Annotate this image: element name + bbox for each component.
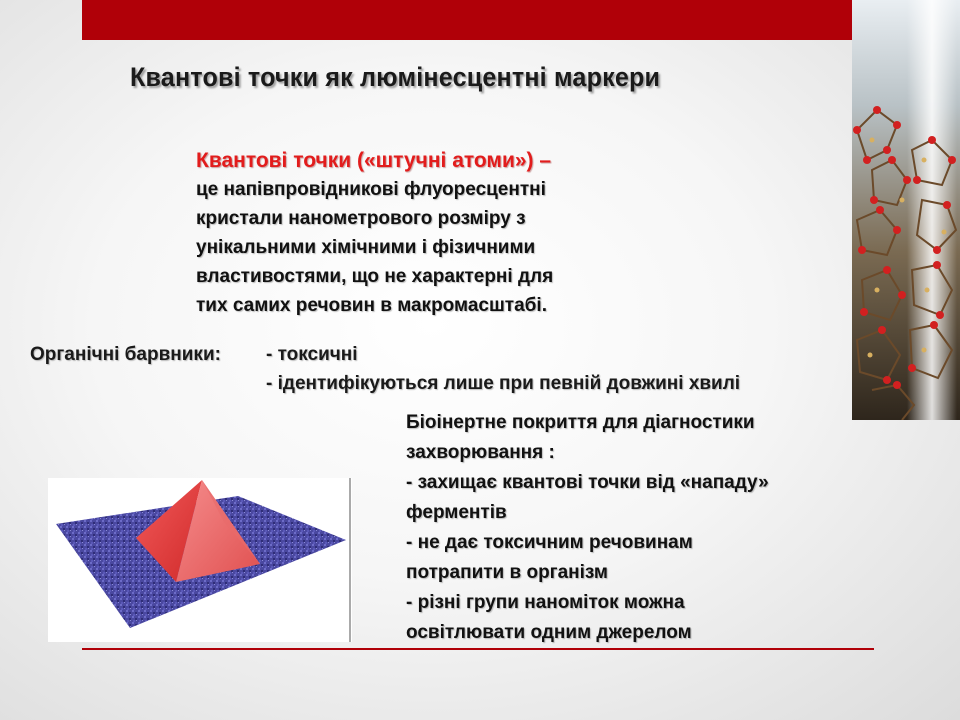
definition-line: кристали нанометрового розміру з: [196, 208, 526, 229]
molecular-structure-image: [852, 0, 960, 420]
organic-dyes-list: [266, 340, 740, 398]
coating-line: потрапити в організм: [406, 562, 608, 583]
definition-line: унікальними хімічними і фізичними: [196, 237, 536, 258]
definition-term: Квантові точки («штучні атоми») –: [196, 149, 552, 172]
bioinert-coating-block: [406, 408, 856, 648]
pyramid-diagram: [48, 478, 352, 642]
definition-line: властивостями, що не характерні для: [196, 266, 554, 287]
definition-line: це напівпровідникові флуоресцентні: [196, 179, 546, 200]
bottom-divider: [82, 648, 874, 650]
organic-dyes-label: Органічні барвники:: [30, 344, 221, 365]
organic-dyes-item: - токсичні: [266, 344, 358, 365]
coating-line: ферментів: [406, 502, 507, 523]
definition-block: [196, 146, 756, 320]
coating-line: освітлювати одним джерелом: [406, 622, 692, 643]
organic-dyes-item: - ідентифікуються лише при певній довжині хвилі: [266, 373, 741, 394]
coating-line: - різні групи наноміток можна: [406, 592, 685, 613]
top-accent-bar: [82, 0, 854, 40]
coating-line: Біоінертне покриття для діагностики: [406, 412, 755, 433]
page-title: Квантові точки як люмінесцентні маркери: [130, 62, 661, 92]
definition-line: тих самих речовин в макромасштабі.: [196, 295, 547, 316]
coating-line: захворювання :: [406, 442, 555, 463]
coating-line: - не дає токсичним речовинам: [406, 532, 693, 553]
coating-line: - захищає квантові точки від «нападу»: [406, 472, 769, 493]
